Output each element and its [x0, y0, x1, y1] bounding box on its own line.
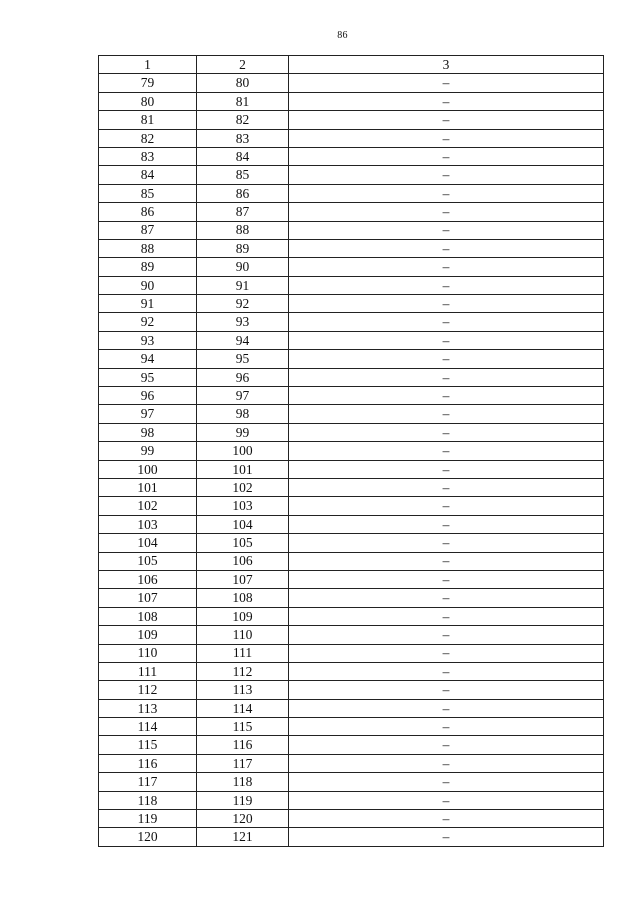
table-cell-col2: 117: [197, 754, 289, 772]
table-cell-col1: 85: [99, 184, 197, 202]
table-cell-col3: –: [289, 589, 604, 607]
table-cell-col3: –: [289, 405, 604, 423]
table-cell-col1: 100: [99, 460, 197, 478]
table-row: [99, 681, 604, 699]
table-cell-col3: –: [289, 626, 604, 644]
table-cell-col2: 105: [197, 534, 289, 552]
table-cell-col1: 92: [99, 313, 197, 331]
table-row: [99, 534, 604, 552]
table-cell-col3: –: [289, 644, 604, 662]
table-cell-col1: 82: [99, 129, 197, 147]
table-cell-col2: 121: [197, 828, 289, 846]
table-cell-col3: –: [289, 387, 604, 405]
table-cell-col1: 117: [99, 773, 197, 791]
table-cell-col1: 83: [99, 147, 197, 165]
table-cell-col1: 115: [99, 736, 197, 754]
table-cell-col1: 80: [99, 92, 197, 110]
table-cell-col3: –: [289, 699, 604, 717]
table-cell-col3: –: [289, 92, 604, 110]
table-cell-col3: –: [289, 331, 604, 349]
table-cell-col2: 81: [197, 92, 289, 110]
table-row: [99, 570, 604, 588]
table-cell-col2: 119: [197, 791, 289, 809]
table-row: [99, 350, 604, 368]
table-row: [99, 129, 604, 147]
table-cell-col1: 89: [99, 258, 197, 276]
table-row: [99, 718, 604, 736]
table-cell-col3: –: [289, 239, 604, 257]
table-cell-col2: 110: [197, 626, 289, 644]
table-row: [99, 276, 604, 294]
table-cell-col2: 111: [197, 644, 289, 662]
table-header-row: [99, 56, 604, 74]
table-row: [99, 810, 604, 828]
table-cell-col1: 94: [99, 350, 197, 368]
table-cell-col3: –: [289, 203, 604, 221]
table-cell-col3: –: [289, 718, 604, 736]
table-cell-col2: 80: [197, 74, 289, 92]
table-cell-col3: –: [289, 184, 604, 202]
table-row: [99, 497, 604, 515]
table-row: [99, 184, 604, 202]
table-cell-col2: 101: [197, 460, 289, 478]
table-row: [99, 478, 604, 496]
table-cell-col2: 99: [197, 423, 289, 441]
table-cell-col2: 118: [197, 773, 289, 791]
table-cell-col3: –: [289, 497, 604, 515]
table-row: [99, 405, 604, 423]
table-row: [99, 626, 604, 644]
table-cell-col2: 113: [197, 681, 289, 699]
table-row: [99, 368, 604, 386]
column-header-3: 3: [289, 56, 604, 74]
table-cell-col1: 96: [99, 387, 197, 405]
table-cell-col2: 95: [197, 350, 289, 368]
table-cell-col3: –: [289, 810, 604, 828]
table-row: [99, 111, 604, 129]
table-cell-col1: 108: [99, 607, 197, 625]
table-row: [99, 423, 604, 441]
table-row: [99, 773, 604, 791]
table-cell-col2: 109: [197, 607, 289, 625]
table-cell-col1: 93: [99, 331, 197, 349]
table-cell-col3: –: [289, 295, 604, 313]
table-cell-col2: 92: [197, 295, 289, 313]
table-cell-col3: –: [289, 681, 604, 699]
table-row: [99, 791, 604, 809]
table-cell-col1: 101: [99, 478, 197, 496]
column-header-1: 1: [99, 56, 197, 74]
table-cell-col3: –: [289, 773, 604, 791]
table-cell-col3: –: [289, 350, 604, 368]
table-cell-col3: –: [289, 607, 604, 625]
table-cell-col1: 98: [99, 423, 197, 441]
table-row: [99, 295, 604, 313]
table-cell-col3: –: [289, 736, 604, 754]
table-cell-col2: 88: [197, 221, 289, 239]
table-cell-col3: –: [289, 111, 604, 129]
table-row: [99, 166, 604, 184]
table-row: [99, 828, 604, 846]
table-row: [99, 331, 604, 349]
table-cell-col3: –: [289, 368, 604, 386]
table-cell-col1: 109: [99, 626, 197, 644]
table-cell-col2: 100: [197, 442, 289, 460]
table-row: [99, 239, 604, 257]
table-cell-col2: 90: [197, 258, 289, 276]
column-header-2: 2: [197, 56, 289, 74]
table-cell-col2: 93: [197, 313, 289, 331]
table-cell-col2: 84: [197, 147, 289, 165]
table-cell-col3: –: [289, 129, 604, 147]
table-cell-col2: 103: [197, 497, 289, 515]
table-cell-col2: 112: [197, 662, 289, 680]
table-cell-col1: 120: [99, 828, 197, 846]
table-cell-col2: 107: [197, 570, 289, 588]
table-cell-col1: 99: [99, 442, 197, 460]
table-cell-col1: 102: [99, 497, 197, 515]
table-cell-col1: 118: [99, 791, 197, 809]
table-cell-col1: 114: [99, 718, 197, 736]
table-cell-col3: –: [289, 166, 604, 184]
table-row: [99, 258, 604, 276]
table-cell-col2: 120: [197, 810, 289, 828]
table-cell-col2: 104: [197, 515, 289, 533]
table-cell-col3: –: [289, 478, 604, 496]
table-cell-col1: 81: [99, 111, 197, 129]
table-row: [99, 313, 604, 331]
table-cell-col1: 113: [99, 699, 197, 717]
table-cell-col3: –: [289, 754, 604, 772]
table-cell-col1: 104: [99, 534, 197, 552]
table-row: [99, 460, 604, 478]
table-row: [99, 221, 604, 239]
table-cell-col3: –: [289, 258, 604, 276]
table-cell-col2: 98: [197, 405, 289, 423]
table-cell-col1: 110: [99, 644, 197, 662]
table-row: [99, 147, 604, 165]
table-cell-col1: 87: [99, 221, 197, 239]
table-cell-col2: 83: [197, 129, 289, 147]
table-cell-col3: –: [289, 791, 604, 809]
table-cell-col3: –: [289, 313, 604, 331]
table-cell-col1: 95: [99, 368, 197, 386]
table-cell-col2: 96: [197, 368, 289, 386]
table-row: [99, 92, 604, 110]
table-cell-col3: –: [289, 460, 604, 478]
table-cell-col3: –: [289, 147, 604, 165]
table-cell-col2: 116: [197, 736, 289, 754]
table-cell-col2: 102: [197, 478, 289, 496]
table-cell-col1: 105: [99, 552, 197, 570]
table-row: [99, 203, 604, 221]
table-cell-col1: 86: [99, 203, 197, 221]
table-cell-col3: –: [289, 534, 604, 552]
table-cell-col2: 91: [197, 276, 289, 294]
table-row: [99, 442, 604, 460]
table-cell-col1: 106: [99, 570, 197, 588]
table-cell-col3: –: [289, 221, 604, 239]
table-cell-col1: 97: [99, 405, 197, 423]
table-cell-col3: –: [289, 74, 604, 92]
table-body: [99, 74, 604, 846]
table-cell-col2: 89: [197, 239, 289, 257]
table-row: [99, 754, 604, 772]
table-cell-col2: 114: [197, 699, 289, 717]
table-row: [99, 589, 604, 607]
table-cell-col1: 103: [99, 515, 197, 533]
table-cell-col3: –: [289, 442, 604, 460]
table-row: [99, 515, 604, 533]
table-cell-col1: 107: [99, 589, 197, 607]
table-cell-col1: 119: [99, 810, 197, 828]
table-cell-col2: 94: [197, 331, 289, 349]
table-row: [99, 699, 604, 717]
table-cell-col2: 108: [197, 589, 289, 607]
table-cell-col1: 90: [99, 276, 197, 294]
data-table: [98, 55, 604, 847]
table-cell-col3: –: [289, 828, 604, 846]
table-row: [99, 736, 604, 754]
table-cell-col1: 84: [99, 166, 197, 184]
table-cell-col2: 85: [197, 166, 289, 184]
table-cell-col2: 86: [197, 184, 289, 202]
table-cell-col3: –: [289, 276, 604, 294]
table-cell-col3: –: [289, 423, 604, 441]
table-cell-col1: 116: [99, 754, 197, 772]
table-row: [99, 607, 604, 625]
table-cell-col3: –: [289, 552, 604, 570]
table-cell-col1: 79: [99, 74, 197, 92]
table-cell-col2: 87: [197, 203, 289, 221]
table-cell-col3: –: [289, 570, 604, 588]
table-cell-col2: 97: [197, 387, 289, 405]
table-row: [99, 644, 604, 662]
table-cell-col1: 91: [99, 295, 197, 313]
table-row: [99, 387, 604, 405]
table-cell-col1: 112: [99, 681, 197, 699]
table-cell-col1: 111: [99, 662, 197, 680]
table-cell-col3: –: [289, 515, 604, 533]
table-cell-col3: –: [289, 662, 604, 680]
table-cell-col2: 115: [197, 718, 289, 736]
page-number: 86: [337, 30, 348, 41]
table-row: [99, 552, 604, 570]
table-row: [99, 662, 604, 680]
table-row: [99, 74, 604, 92]
table-cell-col2: 106: [197, 552, 289, 570]
table-cell-col1: 88: [99, 239, 197, 257]
table-cell-col2: 82: [197, 111, 289, 129]
